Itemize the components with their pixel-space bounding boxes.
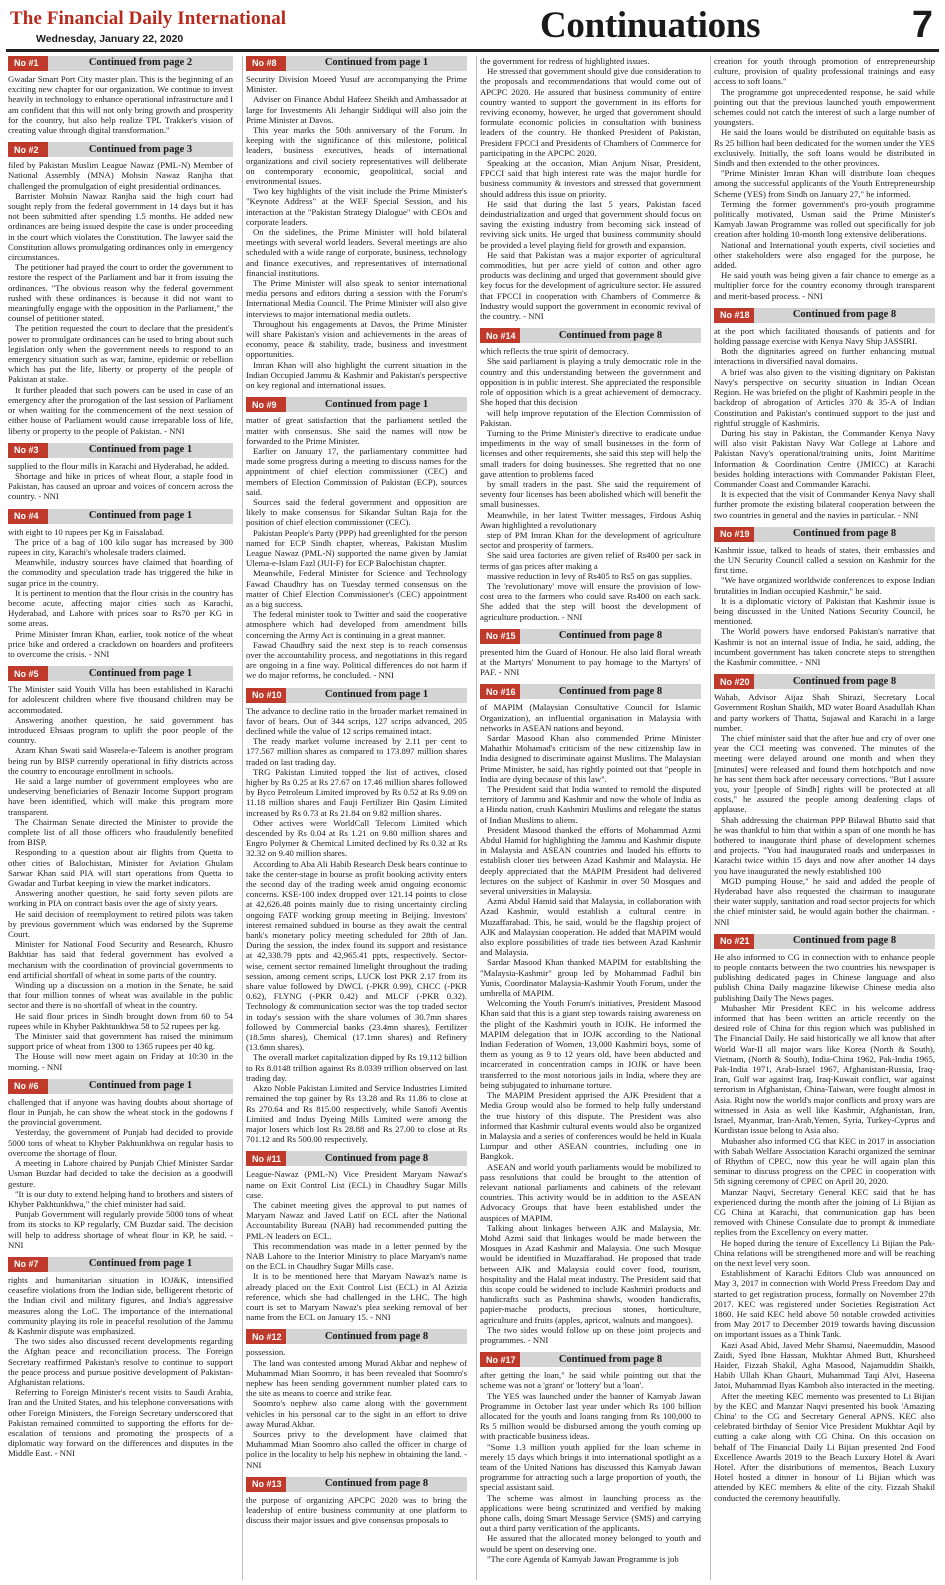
article bbox=[8, 666, 233, 1072]
article-paragraph: Answering another question, he said forty seven pilots are working in PIA on contract basis over the age of sixty years. bbox=[8, 888, 233, 909]
article-title: Continued from page 8 bbox=[324, 1152, 429, 1164]
article-header bbox=[714, 527, 935, 542]
article-paragraph: Soomro's nephew also came along with the government vehicles in his personal car to the sight in an effort to drive away Murad Akbar. bbox=[246, 1398, 467, 1429]
article-paragraph: the government for redress of highlighted issues. bbox=[480, 56, 650, 66]
article-header bbox=[480, 684, 701, 699]
article-header bbox=[246, 1477, 467, 1492]
article-paragraph: massive reduction in levy of Rs405 to Rs5 on gas supplies. bbox=[487, 570, 692, 581]
article-paragraph: Sardar Masood Khan also commended Prime Minister Mahathir Mohamad's criticism of the new citizenship law in India designed to discriminate against Muslims. The Malaysian Prime Minister, he said, has rightly pointed out that "people in India are dying because of this law". bbox=[480, 732, 701, 784]
article-paragraph: The price of a bag of 100 kilo sugar has increased by 300 rupees in city, Karachi's wholesale traders claimed. bbox=[8, 536, 233, 557]
article-paragraph: This year marks the 50th anniversary of the Forum. In keeping with the significance of this milestone, political leaders, business executives, heads of international organizations and civil society representatives will deliberate on contemporary economic, geopolitical, social and environmental issues. bbox=[246, 125, 467, 187]
article-paragraph: which reflects the true spirit of democracy. bbox=[480, 346, 629, 357]
article-paragraph: He said that Pakistan was a major exporter of agricultural commodities, but per acre yield of cotton and other agro products was declining and urged that government should give key focus for the development of agriculture sector. He assured that FPCCI in cooperation with Chambers of Commerce & Industry would support the government in economic revival of the country. - NNI bbox=[480, 249, 701, 322]
article-paragraph: The MAPIM President apprised the AJK President that a Media Group would also be formed to help fully understand the true history of this dispute. The President was also informed that Kashmir cultural events would also be organized in Malaysia and a series of conferences would be held in Kuala Lumpur and other ASEAN countries, including one in Bangkok. bbox=[480, 1090, 701, 1162]
article-body bbox=[8, 1275, 233, 1459]
article-header bbox=[246, 397, 467, 412]
article-header bbox=[714, 934, 935, 949]
page-number: 7 bbox=[911, 4, 933, 46]
article-header bbox=[246, 688, 467, 703]
article-paragraph: He said flour prices in Sindh brought down from 60 to 54 rupees while in Khyber Pakhtunkhwa 58 to 52 rupees per kg. bbox=[8, 1010, 233, 1031]
article-body bbox=[714, 952, 935, 1503]
article-body bbox=[246, 74, 467, 390]
article-number: No #7 bbox=[8, 1257, 48, 1272]
article-title: Continued from page 8 bbox=[792, 309, 897, 321]
article-paragraph: Pakistan People's Party (PPP) had greenlighted for the person named for ECP Sindh chapter, whereas, Pakistan Muslim League Nawaz (PML-N) supported the name given by Jamiat Ulema-e-Islam Fazl (JUI-F) for ECP Balochistan chapter. bbox=[246, 527, 467, 569]
newspaper-name: The Financial Daily International bbox=[10, 8, 287, 29]
article-header bbox=[246, 1151, 467, 1166]
article-paragraph: challenged that if anyone was having doubts about shortage of flour in Punjab, he can show the wheat stock in the godowns f the provincial government. bbox=[8, 1096, 233, 1128]
article-paragraph: TRG Pakistan Limited topped the list of actives, closed higher by Rs 0.25 at Rs 27.67 on 17.46 million shares followed by Byco Petroleum Limited improved by Rs 0.52 at Rs 9.09 on 11.18 million shares and Fauji Fertilizer Bin Qasim Limited increased by Rs 0.73 at Rs 21.84 on 9.82 million shares. bbox=[246, 766, 467, 818]
article-paragraph: with eight to 10 rupees per Kg in Faisalabad. bbox=[8, 526, 165, 537]
article-paragraph: He also informed to CG in connection with to enhance people to people contacts between the two countries his newspaper is publishing dedicated pages in Chinese language and also publish China Daily magazine likewise Chinese media also publishing Daily The News pages. bbox=[714, 951, 935, 1003]
article-title: Continued from page 2 bbox=[88, 57, 193, 69]
article-paragraph: will help improve reputation of the Election Commission of Pakistan. bbox=[480, 407, 701, 428]
section-title: Continuations bbox=[540, 5, 761, 46]
column-4 bbox=[710, 56, 935, 1580]
article-paragraph: It further pleaded that such powers can be used in case of an emergency after the prorogation of the last session of Parliament or when waiting for the commencement of the next session of either house of Parliament would cause irreparable loss of life, liberty or property to the people of Pakistan. - NNI bbox=[8, 384, 233, 436]
article-paragraph: Azmi Abdul Hamid said that Malaysia, in collaboration with Azad Kashmir, would establish a cultural centre in Muzaffarabad. This, he said, would be the flagship project of AJK and Malaysian cooperation. He added that MAPIM would also explore possibilities of trade ties between Azad Kashmir and Malaysia. bbox=[480, 896, 701, 958]
article-paragraph: "The core Agenda of Kamyab Jawan Programme is job bbox=[487, 1553, 679, 1564]
article-paragraph: The Minister said that government has raised the minimum support price of wheat from 1300 to 1365 rupees per 40 kg. bbox=[8, 1031, 233, 1052]
article-paragraph: The programme got unprecedented response, he said while pointing out that the previous launched youth empowerment schemes could not catch the interest of such a large number of youngsters. bbox=[714, 86, 935, 128]
article bbox=[246, 397, 467, 680]
article-paragraph: Prime Minister Imran Khan, earlier, took notice of the wheat price hike and ordered a crackdown on hoarders and profiteers to overcome the crisis. - NNI bbox=[8, 628, 233, 659]
article-paragraph: The Minister said Youth Villa has been established in Karachi for adolescent children where five thousand children may be accommodated. bbox=[8, 684, 233, 715]
article-header bbox=[8, 56, 233, 71]
article-body bbox=[8, 684, 233, 1072]
article bbox=[8, 56, 233, 135]
article bbox=[714, 308, 935, 520]
article-paragraph: He said decision of reemployment to retired pilots was taken by previous government which was endorsed by the Supreme Court. bbox=[8, 908, 233, 940]
article-header bbox=[714, 674, 935, 689]
article-title: Continued from page 8 bbox=[324, 1478, 429, 1490]
article-body bbox=[714, 545, 935, 667]
article-number: No #14 bbox=[480, 328, 520, 343]
article-paragraph: Barrister Mohsin Nawaz Ranjha said the high court had sought reply from the federal government in 14 days but it has not been submitted after spending 1.5 months. He added new ordinances are being issued despite the case is under proceeding in the court which violates the Constitution. The lawyer said the Constitution allows promulgating ordinances only in emergency circumstances. bbox=[8, 190, 233, 263]
article-paragraph: The YES was launched under the banner of Kamyab Jawan Programme in October last year under which Rs 100 billion allocated for the youth and loans ranging from Rs 100,000 to Rs 5 million would be disbursed among the youth coming up with practicable business ideas. bbox=[480, 1390, 701, 1442]
article-paragraph: The petition requested the court to declare that the president's power to promulgate ordinances can be used to bring about such legislation only when the government needs to respond to an emergency situation such as war, famine, epidemic or rebellion which has put the life, liberty or property of the people of Pakistan at stake. bbox=[8, 323, 233, 385]
article-paragraph: She said urea factories are given relief of Rs400 per sack in terms of gas prices after making a bbox=[480, 550, 701, 571]
article-number: No #18 bbox=[714, 308, 754, 323]
article-paragraph: The ready market volume increased by 2.11 per cent to 177.567 million shares as compared to 173.897 million shares traded on last trading day. bbox=[246, 736, 467, 767]
article-body bbox=[8, 461, 233, 502]
article-paragraph: He said youth was being given a fair chance to emerge as a multiplier force for the country economy through transparent and merit-based process. - NNI bbox=[714, 270, 935, 301]
article-paragraph: by small traders in the past. She said the requirement of seventy four licenses has been abolished which will benefit the small businesses. bbox=[480, 478, 701, 510]
article-paragraph: Talking about linkages between AJK and Malaysia, Mr. Mohd Azmi said that linkages would be made between the Mosques in Azad Kashmir and Malaysia. One such Mosque would be identified in Muzaffarabad. He proposed that trade between AJK and Malaysia could cover food, tourism, hospitality and the Halal meat industry. The President said that this scope could be widened to include Kashmiri products and handicrafts such as Pashmina shawls, wooden handicrafts, papier-mache products, precious stones, horticulture, agriculture and fruits (apples, apricot, walnuts and mangoes). bbox=[480, 1222, 701, 1325]
article-paragraph: He said the loans would be distributed on equitable basis as Rs 25 billion had been dedicated for the women under the YES exclusively. Initially, the soft loans would be distributed in Sindh and then extended to the other provinces. bbox=[714, 127, 935, 169]
article-paragraph: ASEAN and world youth parliaments would be mobilized to pass resolutions that could be brought to the attention of relevant national parliaments and cabinets of the relevant countries. This activity would be in addition to the ASEAN Advocacy Groups that have been established under the auspices of MAPIM. bbox=[480, 1161, 701, 1223]
article-paragraph: Turning to the Prime Minister's directive to eradicate undue impediments in the way of small businesses in the form of licenses and other requirements, she said this step will help the small traders for doing businesses. She regretted that no one gave attention to problems faced bbox=[480, 427, 701, 479]
article-paragraph: Answering another question, he said government has introduced Ehsaas program to uplift the poor people of the country. bbox=[8, 714, 233, 746]
column-1 bbox=[8, 56, 233, 1580]
article-paragraph: It is to be mentioned here that Maryam Nawaz's name is already placed on the Exit Control List (ECL) in Al Azizia reference, which she had challenged in the LHC. The high court is set to Maryam Nawaz's plea seeking removal of her name from the ECL on January 15. - NNI bbox=[246, 1271, 467, 1323]
article-paragraph: "We have organized worldwide conferences to expose Indian brutalities in Indian occupied Kashmir," he said. bbox=[714, 575, 935, 596]
issue-date: Wednesday, January 22, 2020 bbox=[36, 33, 184, 45]
article-paragraph: Two key highlights of the visit include the Prime Minister's "Keynote Address" at the WEF Special Session, and his interaction at the "Pakistan Strategy Dialogue" with CEOs and corporate leaders. bbox=[246, 186, 467, 227]
article-paragraph: He said that during the last 5 years, Pakistan faced deindustrialization and urged that government should focus on saving the existing industry from becoming sick instead of reviving sick units. He urged that business community should be provided a level playing field for growth and expansion. bbox=[480, 198, 701, 250]
article-header bbox=[8, 666, 233, 681]
article-paragraph: A brief was also given to the visiting dignitary on Pakistan Navy's perspective on security situation in Indian Ocean Region. He was briefed on the plight of Kashmiri people in the backdrop of abrogation of Articles 370 & 35-A of Indian Constitution and Pakistan's continued support to the just and rightful struggle of Kashmiris. bbox=[714, 366, 935, 428]
article-body bbox=[714, 692, 935, 927]
article-title: Continued from page 1 bbox=[88, 509, 193, 521]
article-number: No #1 bbox=[8, 56, 48, 71]
article-paragraph: supplied to the flour mills in Karachi and Hyderabad, he added. bbox=[8, 460, 229, 471]
article-paragraph: Fawad Chaudhry said the next step is to reach consensus over the accountability process, and negotiations in this regard are ongoing in a fine way. Political differences do not harm if we do major reforms, he concluded. - NNI bbox=[246, 639, 467, 681]
article-header bbox=[8, 142, 233, 157]
article-title: Continued from page 1 bbox=[88, 667, 193, 679]
article-paragraph: Mubasher Mir President KEC in his welcome address informed that has been written an article recently on the desired role of China for this region which was published in The Financial Daily. He said historically we all know that after World War-II all major wars like Korea (North & South), Vietnam, (North & South), India-China 1962, Pak-India 1965, Pak-India 1971, Arab-Israel 1967, Afghanistan-Russia, Iraq-Iran, Gulf war against Iraq, Iraq-Kuwait conflict, war against terrorism in Afghanistan, China-Taiwan, were fought almost in Asia. Right now the world's major conflicts and proxy wars are witnessed in Asia as well like Kashmir, Afghanistan, Iran, Israel, Myanmar, Iran-Arab,Yemen, Syria, Turkey-Cyprus and Kurdistan issue belong to Asia also. bbox=[714, 1002, 935, 1136]
article-paragraph: Establishment of Karachi Editors Club was announced on May 3, 2017 in connection with World Press Freedom Day and started to get registration process, formally on November 27th 2017. KEC was registered under Societies Registration Act 1860. He said KEC held above 50 notable crowded activities from May 2017 to December 2019 towards having discussion on important issues as a Think Tank. bbox=[714, 1268, 935, 1340]
article-paragraph: rights and humanitarian situation in IOJ&K, intensified ceasefire violations from the Indian side, belligerent rhetoric of the Indian civil and military figures, and India's aggressive measures along the LoC. The importance of the international community playing its role in peaceful resolution of the Jammu & Kashmir dispute was emphasized. bbox=[8, 1274, 233, 1336]
article-paragraph: The two sides would follow up on these joint projects and programmes. - NNI bbox=[480, 1324, 701, 1345]
article-paragraph: "It is our duty to extend helping hand to brothers and sisters of Khyber Pakhtunkhwa," the chief minister had said. bbox=[8, 1188, 233, 1209]
article-paragraph: Kazi Asad Abid, Javed Mehr Shamsi, Naeemuddin, Masood Zaidi, Syed Ibne Hassan, Mukhtar Ahmed Butt, Khursheed Haider, Fizzah Shakil, Agha Masood, Najamuddin Shaikh, Habib Ullah Khan Ghauri, Muhammad Taqi Alvi, Haseena Jatoi, Muhammad Ilyas Kamboh also interacted in the meeting. bbox=[714, 1339, 935, 1391]
article-number: No #9 bbox=[246, 397, 286, 412]
article bbox=[714, 934, 935, 1503]
article-paragraph: after getting the loan," he said while pointing out that the scheme was not a 'grant' or 'lottery' but a 'loan'. bbox=[480, 1370, 701, 1391]
article-body bbox=[480, 647, 701, 678]
article-paragraph: Yesterday, the government of Punjab had decided to provide 5000 tons of wheat to Khyber Pakhtunkhwa on regular basis to overcome the shortage of flour. bbox=[8, 1127, 233, 1158]
article-paragraph: This recommendation was made in a letter penned by the NAB Lahore to the Interior Ministry to place Maryam's name on the ECL in Chaudhry Sugar Mills case. bbox=[246, 1240, 467, 1272]
article-columns bbox=[8, 56, 937, 1580]
article-number: No #17 bbox=[480, 1352, 520, 1367]
article-paragraph: Wahab, Advisor Aijaz Shah Shirazi, Secretary Local Government Roshan Shaikh, MD water Board Asadullah Khan and party workers of Thatta, Sujawal and Karachi in a large number. bbox=[714, 692, 935, 733]
article-number: No #20 bbox=[714, 674, 754, 689]
article-paragraph: Akzo Noble Pakistan Limited and Service Industries Limited remained the top gainer by Rs 13.28 and Rs 11.86 to close at Rs 270.64 and Rs 815.00 respectively, while Sanofi Aventis Limited and Indus Dyeing Mills Limited were among the major losers which lost Rs 28.88 and Rs 27.00 to close at Rs 701.12 and Rs 500.00 respectively. bbox=[246, 1083, 467, 1145]
article-paragraph: Meanwhile, Federal Minister for Science and Technology Fawad Chaudhry has on Tuesday termed consensus on the matter of Chief Election Commissioner's (CEC) appointment as a big success. bbox=[246, 568, 467, 609]
article-paragraph: creation for youth through promotion of entrepreneurship culture, provision of quality professional trainings and easy access to soft loans." bbox=[714, 56, 935, 87]
article-body bbox=[246, 1347, 467, 1469]
article-paragraph: He stressed that government should give due consideration to the proposals and recommendations that would come out of APCPC 2020. He assured that business community of entire country wanted to support the government in its efforts for reviving economy, however, he urged that government should formulate economic policies in consultation with business leaders of the country. He thanked President of Pakistan, President FPCCI and Presidents of Chambers of Commerce for participating in the APCPC 2020. bbox=[480, 66, 701, 158]
column-3 bbox=[476, 56, 701, 1580]
article-number: No #8 bbox=[246, 56, 286, 71]
article-paragraph: League-Nawaz (PML-N) Vice President Maryam Nawaz's name on Exit Control List (ECL) in Chaudhry Sugar Mills case. bbox=[246, 1169, 467, 1200]
article-paragraph: Both the dignitaries agreed on further enhancing mutual interactions in diversified naval domains. bbox=[714, 346, 935, 367]
article-number: No #6 bbox=[8, 1079, 48, 1094]
article bbox=[480, 684, 701, 1345]
article-paragraph: presented him the Guard of Honour. He also laid floral wreath at the Martyrs' Monument to pay homage to the Martyrs' of PAF. - NNI bbox=[480, 646, 701, 678]
article-paragraph: The chief minister said that the after hue and cry of over one year the CCI meeting was convened. The minutes of the meeting were delayed around one month and when they [minutes] were released and found them hotchpotch and now he has sent them back after necessary corrections. "But I assure you, your [people of Sindh] rights will be protected at all costs," he assured the people among deafening claps of applause. bbox=[714, 732, 935, 815]
article-paragraph: The federal minister took to Twitter and said the cooperative atmosphere which had developed from amendment bills concerning the Army Act is continuing in a great manner. bbox=[246, 609, 467, 640]
article-paragraph: National and International youth experts, civil societies and other stakeholders were also engaged for the purpose, he added. bbox=[714, 239, 935, 271]
article-number: No #4 bbox=[8, 509, 48, 524]
article-paragraph: filed by Pakistan Muslim League Nawaz (PML-N) Member of National Assembly (MNA) Mohsin Nawaz Ranjha that challenged the promulgation of eight presidential ordinances. bbox=[8, 160, 233, 191]
article-paragraph: Sources said the federal government and opposition are likely to make consensus for Sikandar Sultan Raja for the position of chief election commissioner (CEC). bbox=[246, 496, 467, 528]
article-paragraph: "Some 1.3 million youth applied for the loan scheme in merely 15 days which brings it into international spotlight as a team of the United Nations has discussed this Kamyab Jawan programme for attracting such a large proportion of youth, the special assistant said. bbox=[480, 1441, 701, 1493]
article-paragraph: Terming the former government's pro-youth programme politically motivated, Usman said the Prime Minister's Kamyab Jawan Programme was rolled out specifically for job creation after holding 10-month long extensive deliberations. bbox=[714, 198, 935, 240]
article-paragraph: President Masood thanked the efforts of Mohammad Azmi Abdul Hamid for highlighting the Jammu and Kashmir dispute in Malaysia and ASEAN countries and lauded his efforts to establish closer ties between Azad Kashmir and Malaysia. He deeply appreciated that the MAPIM President had delivered lectures on the subject of Kashmir in over 50 Mosques and several universities in Malaysia. bbox=[480, 824, 701, 897]
article-paragraph: Gwadar Smart Port City master plan. This is the beginning of an exciting new chapter for our organization. We continue to invest heavily in technology to enhance operational infrastructure and I am confident that this will not only bring growth and prosperity for the country, but also help realize TPL Trakker's vision of creating value through digital transformation." bbox=[8, 74, 233, 136]
article-paragraph: Other actives were WorldCall Telecom Limited which descended by Rs 0.04 at Rs 1.21 on 9.80 million shares and Engro Polymer & Chemical Limited declined by Rs 0.32 at Rs 32.32 on 9.40 million shares. bbox=[246, 817, 467, 859]
article-paragraph: He hoped during the tenure of Excellency Li Bijian the Pak-China relations will be strengthened more and will be reaching on the next level very soon. bbox=[714, 1237, 935, 1268]
article-body bbox=[480, 1370, 701, 1564]
article bbox=[246, 1329, 467, 1469]
article-header bbox=[480, 328, 701, 343]
article-paragraph: She said parliament is playing a truly democratic role in the country and this understanding between the government and opposition is in public interest. She appreciated the responsible role of opposition which is a great achievement of democracy. She hoped that this decision bbox=[480, 356, 701, 408]
article-paragraph: matter of great satisfaction that the parliament settled the matter with consensus. She said the names will now be forwarded to the Prime Minister. bbox=[246, 415, 467, 446]
article bbox=[714, 674, 935, 927]
article-number: No #13 bbox=[246, 1477, 286, 1492]
article-body bbox=[714, 56, 935, 301]
article-paragraph: A meeting in Lahore chaired by Punjab Chief Minister Sardar Usman Buzdar had decided to take the decision as a goodwill gesture. bbox=[8, 1158, 233, 1189]
article-paragraph: After the meeting KEC memento was presented to Li Bijian by the KEC and Manzar Naqvi presented his book 'Amazing China' to the CG and Secretary General APNS. KEC also celebrated birthday of Senior Vice President Mukhtar Aqil by cutting a cake along with CG China. On this occasion on behalf of The Financial Daily Li Bijian presented 2nd Food Excellence Awards 2019 to the Beach Luxury Hotel & Avari Hotel. After the distributions of mementos, Beach Luxury Hotel hosted a dinner in honour of Li Bijian which was attended by KEC members & elite of the city. Fizzah Shakil conducted the ceremony beautifully. bbox=[714, 1390, 935, 1503]
article-header bbox=[8, 443, 233, 458]
article-number: No #15 bbox=[480, 629, 520, 644]
article-paragraph: of MAPIM (Malaysian Consultative Council for Islamic Organization), an influential organisation in Malaysia with networks in ASEAN nations and beyond. bbox=[480, 702, 701, 733]
article-paragraph: It is a diplomatic victory of Pakistan that Kashmir issue is being discussed in the United Nations Security Council, he mentioned. bbox=[714, 595, 935, 627]
column-2 bbox=[242, 56, 467, 1580]
article-title: Continued from page 3 bbox=[88, 143, 193, 155]
article bbox=[8, 443, 233, 502]
article-paragraph: Meanwhile, industry sources have claimed that hoarding of the commodity and speculation trade has triggered the hike in sugar price in the country. bbox=[8, 557, 233, 588]
masthead bbox=[0, 0, 945, 55]
article bbox=[246, 1151, 467, 1322]
article-paragraph: "Prime Minister Imran Khan will distribute loan cheques among the successful applicants of the Youth Entrepreneurship Scheme (YES) from Sindh on January 27," he informed. bbox=[714, 168, 935, 199]
article bbox=[480, 1352, 701, 1564]
article-number: No #3 bbox=[8, 443, 48, 458]
article bbox=[480, 328, 701, 621]
article-paragraph: The 'revolutionary' move will ensure the provision of low-cost urea to the farmers who could save Rs400 on each sack. She added that the step will boost the development of agriculture production. - NNI bbox=[480, 580, 701, 622]
article-paragraph: Earlier on January 17, the parliamentary committee had made some progress during a meeting to discuss names for the appointment of chief election commissioner (CEC) and members of Election Commission of Pakistan (ECP), sources said. bbox=[246, 445, 467, 497]
article-body bbox=[480, 56, 701, 321]
article-title: Continued from page 1 bbox=[88, 1080, 193, 1092]
article bbox=[714, 56, 935, 301]
article-header bbox=[480, 1352, 701, 1367]
article-body bbox=[246, 1495, 467, 1526]
article bbox=[480, 629, 701, 678]
article-paragraph: Meanwhile, in her latest Twitter messages, Firdous Ashiq Awan highlighted a revolutionary bbox=[480, 509, 701, 530]
article-paragraph: The scheme was almost in launching process as the applications were being scrutinized and verified by making phone calls, doing Smart Message Service (SMS) and carrying out a third party verification of the applicants. bbox=[480, 1492, 701, 1534]
article-paragraph: step of PM Imran Khan for the development of agriculture sector and prosperity of farmers. bbox=[480, 529, 701, 551]
article-body bbox=[246, 706, 467, 1145]
article-title: Continued from page 1 bbox=[88, 1258, 193, 1270]
article-paragraph: The cabinet meeting gives the approval to put names of Maryam Nawaz and Javed Latif on ECL after the National Accountability Bureau (NAB) had recommended putting the PML-N leaders on ECL. bbox=[246, 1199, 467, 1241]
article-paragraph: Azam Khan Swati said Waseela-e-Taleem is another program being run by BISP currently operational in fifty districts across the country to encourage enrollment in schools. bbox=[8, 745, 233, 776]
article-paragraph: at the port which facilitated thousands of patients and for holding passage exercise with Kenya Navy Ship JASSIRI. bbox=[714, 325, 935, 347]
article-body bbox=[8, 1097, 233, 1250]
article-header bbox=[246, 1329, 467, 1344]
article-title: Continued from page 1 bbox=[324, 688, 429, 700]
article-title: Continued from page 8 bbox=[558, 329, 663, 341]
article-body bbox=[8, 527, 233, 660]
article-paragraph: The two sides also discussed recent developments regarding the Afghan peace and reconciliation process. The Foreign Secretary reaffirmed Pakistan's resolve to continue to support the peace process and pursue positive development of Pakistan-Afghanistan relations. bbox=[8, 1336, 233, 1387]
article-paragraph: Speaking at the occasion, Mian Anjum Nisar, President, FPCCI said that high interest rate was the major hurdle for business community & investors and stressed that government should address this issue on priority. bbox=[480, 158, 701, 199]
article-paragraph: It is expected that the visit of Commander Kenya Navy shall further promote the existing bilateral cooperation between the two countries in general and the navies in particular. - NNI bbox=[714, 489, 935, 520]
article bbox=[480, 56, 701, 321]
article bbox=[246, 56, 467, 390]
article-paragraph: It is pertinent to mention that the flour crisis in the country has become acute, affecting major cities such as Karachi, Hyderabad, and Lahore with prices soar to Rs70 per KG in some areas. bbox=[8, 587, 233, 629]
article-body bbox=[480, 702, 701, 1345]
article-paragraph: The land was contested among Murad Akbar and nephew of Muhammad Mian Soomro, it has been revealed that Soomro's nephew has been sending government number plated cars to the site as means to coerce and strike fear. bbox=[246, 1357, 467, 1399]
article-paragraph: Shah addressing the chairman PPP Bilawal Bhutto said that he was thankful to him that within a span of one month he has bothered to inaugurate third phase of development schemes and projects. "You had inaugurated roads and underpasses in Karachi twice within 15 days and now after another 14 days you have inaugurated the newly established 100 bbox=[714, 814, 935, 876]
article-number: No #5 bbox=[8, 666, 48, 681]
article-header bbox=[8, 1257, 233, 1272]
article-paragraph: Shortage and hike in prices of wheat flour, a staple food in Pakistan, has caused an uproar and voices of concern across the country. - NNI bbox=[8, 470, 233, 502]
article-paragraph: Sources privy to the development have claimed that Muhammad Mian Soomro also called the officer in charge of police in the locality to help his nephew in obtaining the land. - NNI bbox=[246, 1428, 467, 1470]
article-paragraph: Security Division Moeed Yusuf are accompanying the Prime Minister. bbox=[246, 74, 467, 95]
article-paragraph: On the sidelines, the Prime Minister will hold bilateral meetings with several world leaders. Several meetings are also scheduled with a wide range of corporate, business, technology and finance executives, and representatives of international financial institutions. bbox=[246, 227, 467, 278]
article-paragraph: Referring to Foreign Minister's recent visits to Saudi Arabia, Iran and the United States, and his telephone conversations with other Foreign Ministers, the Foreign Secretary underscored that Pakistan remained committed to supporting the efforts for de-escalation of tensions and promoting the prospects of a diplomatic way forward on the differences and disputes in the Middle East. - NNI bbox=[8, 1387, 233, 1459]
article-title: Continued from page 1 bbox=[324, 398, 429, 410]
article-title: Continued from page 8 bbox=[558, 630, 663, 642]
article bbox=[8, 509, 233, 660]
article-paragraph: Mubasher also informed CG that KEC in 2017 in association with Sabah Welfare Association Karachi organized the seminar of Rhythm of CPEC, now this year he will again plan this seminar to discuss progress on the CPEC in cooperation with 5th signing ceremony of CPEC on April 20, 2020. bbox=[714, 1135, 935, 1187]
article-number: No #10 bbox=[246, 688, 286, 703]
article-paragraph: Winding up a discussion on a motion in the Senate, he said that four million tonnes of wheat was available in the public sector and there is no shortfall of wheat in the country. bbox=[8, 980, 233, 1011]
article-paragraph: the purpose of organizing APCPC 2020 was to bring the leadership of entire business community at one platform to discuss their major issues and give consensus proposals to bbox=[246, 1494, 467, 1526]
article-number: No #11 bbox=[246, 1151, 286, 1166]
article-paragraph: Responding to a question about air flights from Quetta to other cities of Balochistan, Minister for Aviation Ghulam Sarwar Khan said PIA will start operations from Quetta to Gwadar and Turbat keeping in view the market indicators. bbox=[8, 847, 233, 889]
article-number: No #21 bbox=[714, 934, 754, 949]
article-title: Continued from page 8 bbox=[324, 1330, 429, 1342]
article-body bbox=[8, 160, 233, 435]
article-paragraph: The World powers have endorsed Pakistan's narrative that Kashmir is not an internal issue of India, he said, adding, the incumbent government has taken concrete steps to strengthen the Kashmir committee. - NNI bbox=[714, 626, 935, 667]
article-header bbox=[714, 308, 935, 323]
header-rule bbox=[6, 49, 939, 52]
article bbox=[714, 527, 935, 667]
article-number: No #2 bbox=[8, 142, 48, 157]
article-title: Continued from page 8 bbox=[558, 1353, 663, 1365]
article-header bbox=[480, 629, 701, 644]
article-number: No #12 bbox=[246, 1329, 286, 1344]
article-title: Continued from page 8 bbox=[792, 675, 897, 687]
article-body bbox=[714, 326, 935, 520]
article-paragraph: The House will now meet again on Friday at 10:30 in the morning. - NNI bbox=[8, 1051, 233, 1072]
article-paragraph: Minister for National Food Security and Research, Khusro Bakhtiar has said that federal government has evolved a mechanism with the coordination of provincial governments to end artificial shortfall of wheat in some parts of the country. bbox=[8, 939, 233, 980]
article-title: Continued from page 8 bbox=[792, 528, 897, 540]
article bbox=[8, 1257, 233, 1459]
article-title: Continued from page 8 bbox=[558, 685, 663, 697]
article-paragraph: According to Aba Ali Habib Research Desk bears continue to take the center-stage in bourse as profit booking activity enters the second day of the trading week amid ongoing economic concerns. KSE-100 index dropped over 121.14 points to close at 42,626.48 points mainly due to rising uncertainty circling ongoing FATF working group meeting in Beijing. Investors' interest remained subdued in bourse as they await the central bank's monetary policy meeting scheduled for 28th of Jan. During the session, the index found its support and resistance at 42,338.79 ppts and 42,965.41 ppts, respectively. Sector-wise, cement sector remained limelight throughout the trading session, among cement scrips, LUCK lost PKR 2.17 from its share value followed by DWCL (-PKR 0.99), CHCC (-PKR 0.62), FLYNG (-PKR 0.42) and MLCF (-PKR 0.32). Technology & communication sector was the top traded sector in today's session with the share volumes of 30.7mn shares followed by Commercial banks (23.4mn shares), Fertilizer (18.5mn shares), Chemical (17.1mn shares) and Refinery (13.6mn shares). bbox=[246, 858, 467, 1053]
article-paragraph: possession. bbox=[246, 1347, 286, 1358]
article-number: No #16 bbox=[480, 684, 520, 699]
article-paragraph: The President said that India wanted to remold the disputed territory of Jammu and Kashmir and now the whole of India as a Hindu nation, crush Kashmiri Muslims and relegate the status of Indian Muslims to aliens. bbox=[480, 784, 701, 825]
article-paragraph: The Chairman Senate directed the Minister to provide the complete list of all those officers who fraudulently benefited from BISP. bbox=[8, 816, 233, 848]
article-paragraph: Kashmir issue, talked to heads of states, their embassies and the UN Security Council called a session on Kashmir for the first time. bbox=[714, 544, 935, 576]
article bbox=[8, 1079, 233, 1250]
article-paragraph: The petitioner had prayed the court to order the government to restore the respect of the Parliament and bar it from issuing the ordinances. "The obvious reason why the federal government rushed with these ordinances is because it did not want to meaningfully engage with the opposition in the Parliament," the counsel of petitioner stated. bbox=[8, 262, 233, 324]
article-header bbox=[8, 509, 233, 524]
article-paragraph: He assured that the allocated money belonged to youth and would be spent on deserving one. bbox=[480, 1533, 701, 1554]
article-paragraph: The advance to decline ratio in the broader market remained in favor of bears. Out of 344 scrips, 127 scrips advanced, 205 declined while the value of 12 scrips remained intact. bbox=[246, 705, 467, 736]
article-body bbox=[480, 346, 701, 621]
article-paragraph: Sardar Masood Khan thanked MAPIM for establishing the "Malaysia-Kashmir" group led by Mohammad Fadhil bin Yunis, Coordinator Malaysia-Kashmir Youth Forum, under the umbrella of MAPIM. bbox=[480, 957, 701, 999]
article-body bbox=[246, 1169, 467, 1322]
article-paragraph: Manzar Naqvi, Secretary General KEC said that he has experienced during the month after the joining of Li Bijian as CG China at Karachi, that communication gap has been removed with Chinese Consulate due to prompt & immediate replies from the Excellency on every matter. bbox=[714, 1186, 935, 1238]
article-header bbox=[8, 1079, 233, 1094]
article-title: Continued from page 8 bbox=[792, 935, 897, 947]
article-paragraph: During his stay in Pakistan, the Commander Kenya Navy will also visit Pakistan Navy War College at Lahore and Pakistan Navy's operational/training units, Joint Maritime Information & Coordination Centre (JMICC) at Karachi besides holding interactions with Commander Pakistan Fleet, Commander Coast and Commander Karachi. bbox=[714, 427, 935, 489]
article-title: Continued from page 1 bbox=[88, 444, 193, 456]
article bbox=[246, 1477, 467, 1526]
article-title: Continued from page 1 bbox=[324, 57, 429, 69]
article bbox=[246, 688, 467, 1145]
article bbox=[8, 142, 233, 435]
article-paragraph: He said a large number of government employees who are undeserving beneficiaries of Benazir Income Support program have been identified, which will make this program more transparent. bbox=[8, 775, 233, 817]
article-header bbox=[246, 56, 467, 71]
article-number: No #19 bbox=[714, 527, 754, 542]
article-paragraph: Imran Khan will also highlight the current situation in the Indian Occupied Jammu & Kashmir and Pakistan's perspective on key regional and international issues. bbox=[246, 359, 467, 391]
article-paragraph: Throughout his engagements at Davos, the Prime Minister will share Pakistan's vision and achievements in the areas of economy, peace & stability, trade, business and investment opportunities. bbox=[246, 318, 467, 360]
article-paragraph: The Prime Minister will also speak to senior international media persons and editors during a session with the Forum's International Media Council. The Prime Minister will also give interviews to major international media outlets. bbox=[246, 278, 467, 319]
article-body bbox=[246, 415, 467, 680]
article-paragraph: Welcoming the Youth Forum's initiatives, President Masood Khan said that this is a giant step towards raising awareness on the plight of the Kashmiri youth in IOJK. He informed the MAPIM delegation that in IOJK according to the National Indian Federation of Women, 13,000 Kashmiri boys, some of them as young as 9 to 12 years old, have been abducted and incarcerated in concentration camps in IOJK or have been transferred to the most notorious jails in India, where they are being subjugated to inhumane torture. bbox=[480, 998, 701, 1090]
article-paragraph: MGD pumping House," he said and added the people of Hyderabad have also requested the chairman to inaugurate their water supply, sanitation and road sector projects for which the chief minister said, he would again bother the chairman. -NNI bbox=[714, 875, 935, 927]
article-paragraph: The overall market capitalization dipped by Rs 19.112 billion to Rs 8.0148 trillion against Rs 8.0339 trillion observed on last trading day. bbox=[246, 1052, 467, 1083]
article-body bbox=[8, 74, 233, 135]
article-paragraph: Punjab Government will regularly provide 5000 tons of wheat from its stocks to KP regularly, CM Buzdar said. The decision will help to address shortage of wheat flour in KP, he said. - NNI bbox=[8, 1209, 233, 1250]
article-paragraph: Adviser on Finance Abdul Hafeez Sheikh and Ambassador at large for Investments Ali Jehangir Siddiqui will also join the Prime Minister at Davos. bbox=[246, 94, 467, 125]
